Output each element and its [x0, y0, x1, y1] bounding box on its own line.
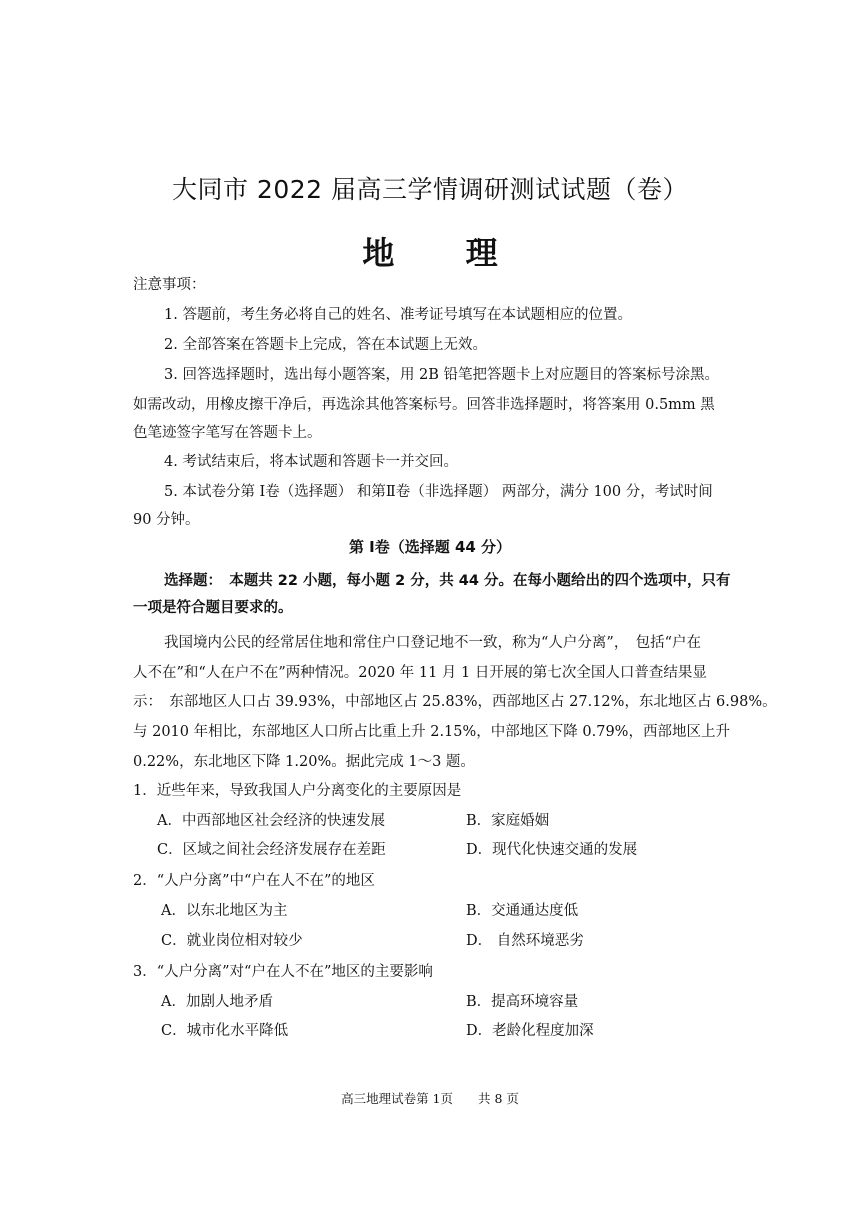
passage-line: 0.22%，东北地区下降 1.20%。据此完成 1～3 题。: [133, 754, 475, 770]
passage-line: 人不在”和“人在户不在”两种情况。2020 年 11 月 1 日开展的第七次全国人口普查结果显: [133, 665, 707, 681]
page-footer: 高三地理试卷第 1页 共 8 页: [341, 1091, 519, 1106]
exam-title: 大同市 2022 届高三学情调研测试试题（卷）: [171, 175, 689, 204]
section-title: 第 Ⅰ卷（选择题 44 分）: [348, 538, 512, 556]
subject-title: 地 理: [362, 234, 528, 272]
question-option: C．城市化水平降低: [161, 1023, 289, 1039]
question-stem: 2．“人户分离”中“户在人不在”的地区: [133, 873, 375, 889]
passage-line: 与 2010 年相比，东部地区人口所占比重上升 2.15%，中部地区下降 0.79%，西部地区上升: [133, 724, 730, 740]
passage-line: 我国境内公民的经常居住地和常住户口登记地不一致，称为“人户分离”， 包括“户在: [164, 635, 701, 651]
notice-label: 注意事项：: [133, 277, 206, 293]
notice-item: 4. 考试结束后，将本试题和答题卡一并交回。: [164, 454, 458, 470]
question-option: C．就业岗位相对较少: [161, 933, 303, 949]
section-instruction: 选择题： 本题共 22 小题，每小题 2 分，共 44 分。在每小题给出的四个选项中，只有: [164, 573, 731, 589]
question-option: D． 自然环境恶劣: [466, 933, 584, 949]
question-option: D．现代化快速交通的发展: [466, 842, 638, 858]
question-option: B．家庭婚姻: [466, 813, 550, 829]
passage-line: 示： 东部地区人口占 39.93%，中部地区占 25.83%，西部地区占 27.12%，东北地区占 6.98%。: [133, 694, 777, 710]
question-stem: 1．近些年来，导致我国人户分离变化的主要原因是: [133, 783, 462, 799]
question-option: A．加剧人地矛盾: [161, 994, 273, 1010]
notice-item: 如需改动，用橡皮擦干净后，再选涂其他答案标号。回答非选择题时，将答案用 0.5mm 黑: [133, 397, 715, 413]
notice-item: 色笔迹签字笔写在答题卡上。: [133, 425, 322, 441]
section-instruction: 一项是符合题目要求的。: [133, 600, 293, 616]
question-option: D．老龄化程度加深: [466, 1023, 594, 1039]
question-option: B．提高环境容量: [466, 994, 579, 1010]
notice-item: 3. 回答选择题时，选出每小题答案，用 2B 铅笔把答题卡上对应题目的答案标号涂黑。: [164, 367, 720, 383]
notice-item: 1. 答题前，考生务必将自己的姓名、准考证号填写在本试题相应的位置。: [164, 307, 632, 323]
question-stem: 3．“人户分离”对“户在人不在”地区的主要影响: [133, 964, 433, 980]
question-option: C．区域之间社会经济发展存在差距: [157, 842, 386, 858]
notice-item: 5. 本试卷分第 Ⅰ卷（选择题） 和第Ⅱ卷（非选择题） 两部分，满分 100 分，考试时间: [164, 484, 713, 500]
question-option: B．交通通达度低: [466, 903, 579, 919]
question-option: A．中西部地区社会经济的快速发展: [157, 813, 385, 829]
notice-item: 2. 全部答案在答题卡上完成，答在本试题上无效。: [164, 337, 487, 353]
notice-item: 90 分钟。: [133, 512, 200, 528]
question-option: A．以东北地区为主: [161, 903, 288, 919]
